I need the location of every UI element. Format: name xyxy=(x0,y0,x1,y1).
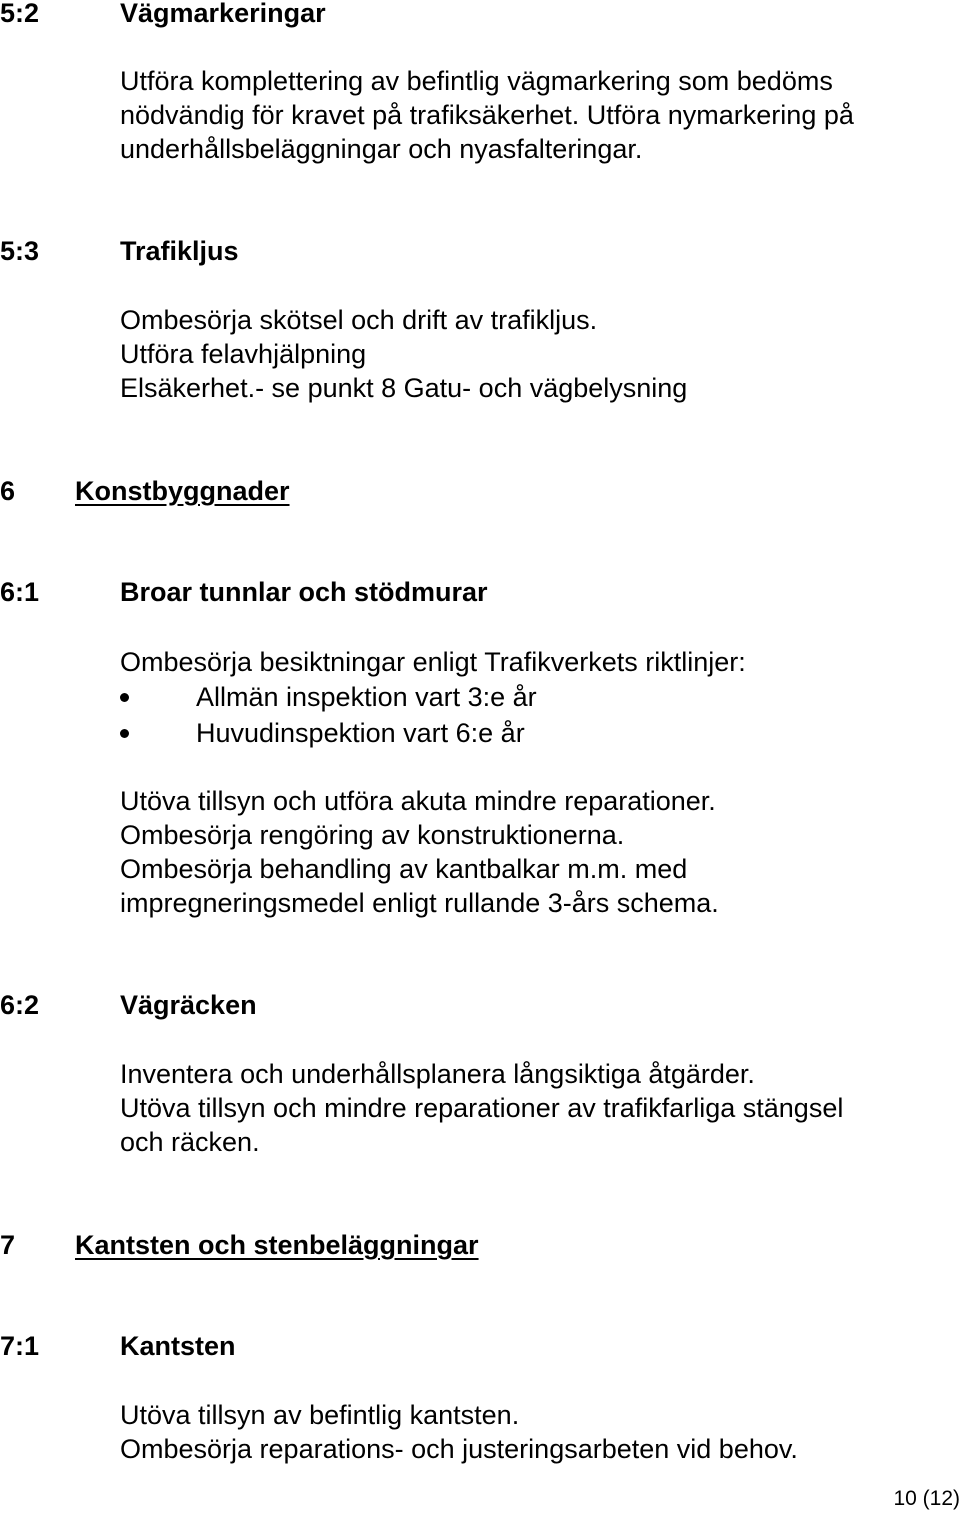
body-line: nödvändig för kravet på trafiksäkerhet. Utföra nymarkering på xyxy=(120,100,854,130)
body-line: Utföra komplettering av befintlig vägmarkering som bedöms xyxy=(120,66,833,96)
body-line: Elsäkerhet.- se punkt 8 Gatu- och vägbelysning xyxy=(120,373,688,403)
body-line: impregneringsmedel enligt rullande 3-års schema. xyxy=(120,888,719,918)
bullet-icon xyxy=(120,729,129,738)
body-line: Utöva tillsyn och utföra akuta mindre reparationer. xyxy=(120,786,716,816)
body-line: Utöva tillsyn och mindre reparationer av trafikfarliga stängsel xyxy=(120,1093,844,1123)
body-line: Ombesörja reparations- och justeringsarbeten vid behov. xyxy=(120,1434,798,1464)
section-title: Broar tunnlar och stödmurar xyxy=(120,577,488,607)
section-number: 6:2 xyxy=(0,990,40,1020)
body-line: Utöva tillsyn av befintlig kantsten. xyxy=(120,1400,520,1430)
section-number: 5:2 xyxy=(0,0,40,28)
section-number: 7:1 xyxy=(0,1331,40,1361)
body-line: och räcken. xyxy=(120,1127,260,1157)
page-number: 10 (12) xyxy=(893,1487,960,1510)
bullet-item: Huvudinspektion vart 6:e år xyxy=(196,718,525,748)
chapter-number: 7 xyxy=(0,1230,16,1260)
body-line: Ombesörja skötsel och drift av trafikljus. xyxy=(120,305,598,335)
chapter-title: Konstbyggnader xyxy=(75,476,290,506)
body-line: Ombesörja besiktningar enligt Trafikverkets riktlinjer: xyxy=(120,647,746,677)
body-line: underhållsbeläggningar och nyasfalteringar. xyxy=(120,134,643,164)
section-number: 5:3 xyxy=(0,236,40,266)
body-line: Utföra felavhjälpning xyxy=(120,339,367,369)
body-line: Ombesörja rengöring av konstruktionerna. xyxy=(120,820,625,850)
bullet-icon xyxy=(120,693,129,702)
chapter-title: Kantsten och stenbeläggningar xyxy=(75,1230,479,1260)
body-line: Inventera och underhållsplanera långsiktiga åtgärder. xyxy=(120,1059,755,1089)
section-title: Vägräcken xyxy=(120,990,257,1020)
section-title: Kantsten xyxy=(120,1331,236,1361)
section-title: Vägmarkeringar xyxy=(120,0,326,28)
section-number: 6:1 xyxy=(0,577,40,607)
section-title: Trafikljus xyxy=(120,236,239,266)
body-line: Ombesörja behandling av kantbalkar m.m. med xyxy=(120,854,688,884)
bullet-item: Allmän inspektion vart 3:e år xyxy=(196,682,537,712)
chapter-number: 6 xyxy=(0,476,16,506)
